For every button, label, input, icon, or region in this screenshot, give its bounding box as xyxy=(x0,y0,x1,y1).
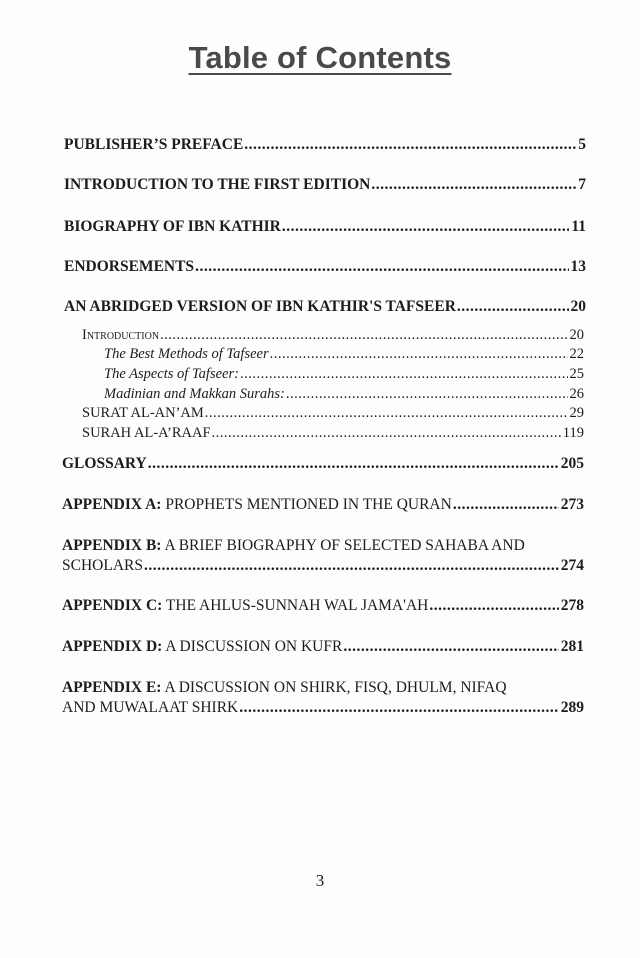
toc-entry-label xyxy=(62,496,452,514)
toc-entry-publishers-preface xyxy=(64,136,586,154)
toc-entry-appendix-d xyxy=(62,638,584,656)
appendix-lead: APPENDIX D: xyxy=(62,638,163,655)
dot-leader xyxy=(453,496,559,514)
toc-entry-label xyxy=(62,699,238,717)
dot-leader xyxy=(148,455,559,473)
dot-leader xyxy=(240,366,568,383)
toc-entry-label: AN ABRIDGED VERSION OF IBN KATHIR'S TAFSEER xyxy=(64,298,456,315)
dot-leader xyxy=(244,136,576,154)
appendix-lead: APPENDIX B: xyxy=(62,537,162,554)
dot-leader xyxy=(205,405,568,422)
toc-entry-appendix-e-first-line xyxy=(62,679,507,697)
toc-entry-label: BIOGRAPHY OF IBN KATHIR xyxy=(64,218,281,235)
toc-entry-introduction-first-edition xyxy=(64,176,586,194)
toc-entry-page: 20 xyxy=(570,298,586,315)
toc-subentry-madinian-makkan xyxy=(104,386,584,403)
dot-leader xyxy=(270,346,568,363)
toc-entry-appendix-b xyxy=(62,557,584,575)
appendix-title-cont: AND MUWALAAT SHIRK xyxy=(62,699,239,716)
dot-leader xyxy=(286,386,568,403)
appendix-title: A DISCUSSION ON SHIRK, FISQ, DHULM, NIFAQ xyxy=(161,679,507,696)
toc-entry-page: 289 xyxy=(560,699,584,716)
toc-subentry-best-methods xyxy=(104,346,584,363)
toc-entry-page: 26 xyxy=(569,386,584,402)
dot-leader xyxy=(195,258,568,276)
dot-leader xyxy=(457,298,569,316)
appendix-lead: APPENDIX E: xyxy=(62,679,162,696)
toc-entry-page: 273 xyxy=(560,496,584,513)
toc-entry-label: The Aspects of Tafseer: xyxy=(104,366,239,382)
toc-entry-page: 22 xyxy=(569,346,584,362)
toc-entry-page: 281 xyxy=(560,638,584,655)
toc-entry-label: Madinian and Makkan Surahs: xyxy=(104,386,285,402)
toc-entry-page: 13 xyxy=(570,258,586,275)
toc-entry-abridged-version xyxy=(64,298,586,316)
appendix-lead: APPENDIX C: xyxy=(62,597,163,614)
dot-leader xyxy=(282,218,569,236)
page-number: 3 xyxy=(315,871,325,890)
appendix-title: A BRIEF BIOGRAPHY OF SELECTED SAHABA AND xyxy=(161,537,525,554)
toc-entry-page: 25 xyxy=(569,366,584,382)
toc-entry-glossary xyxy=(62,455,584,473)
appendix-title: A DISCUSSION ON KUFR xyxy=(162,638,343,655)
toc-entry-label xyxy=(62,597,428,615)
toc-entry-appendix-c xyxy=(62,597,584,615)
appendix-title: THE AHLUS-SUNNAH WAL JAMA'AH xyxy=(162,597,429,614)
dot-leader xyxy=(429,597,558,615)
toc-entry-biography xyxy=(64,218,586,236)
toc-entry-page: 7 xyxy=(578,176,586,193)
dot-leader xyxy=(343,638,558,656)
toc-entry-appendix-a xyxy=(62,496,584,514)
appendix-title-cont: SCHOLARS xyxy=(62,557,143,574)
toc-entry-page: 11 xyxy=(571,218,586,235)
toc-entry-page: 274 xyxy=(560,557,584,574)
appendix-lead: APPENDIX A: xyxy=(62,496,162,513)
toc-entry-page: 278 xyxy=(560,597,584,614)
toc-entry-label: ENDORSEMENTS xyxy=(64,258,195,275)
toc-subentry-surah-al-araaf xyxy=(82,425,584,442)
toc-entry-label xyxy=(62,557,143,575)
toc-entry-label: SURAH AL-A’RAAF xyxy=(82,425,211,441)
toc-entry-page: 119 xyxy=(562,425,584,441)
toc-entry-label: The Best Methods of Tafseer xyxy=(104,346,269,362)
dot-leader xyxy=(160,327,567,344)
toc-subentry-introduction xyxy=(82,327,584,344)
toc-subentry-surat-al-anam xyxy=(82,405,584,422)
toc-entry-page: 29 xyxy=(569,405,584,421)
toc-entry-appendix-e xyxy=(62,699,584,717)
toc-entry-label xyxy=(62,638,342,656)
dot-leader xyxy=(212,425,561,442)
dot-leader xyxy=(239,699,559,717)
toc-entry-label: INTRODUCTION TO THE FIRST EDITION xyxy=(64,176,371,193)
dot-leader xyxy=(144,557,559,575)
toc-entry-label: PUBLISHER’S PREFACE xyxy=(64,136,244,153)
toc-entry-label: SURAT AL-AN’AM xyxy=(82,405,204,421)
toc-entry-label: GLOSSARY xyxy=(62,455,147,472)
toc-entry-page: 205 xyxy=(560,455,584,472)
toc-entry-page: 20 xyxy=(569,327,584,343)
page-title: Table of Contents xyxy=(188,40,452,75)
dot-leader xyxy=(371,176,576,194)
toc-subentry-aspects xyxy=(104,366,584,383)
appendix-title: PROPHETS MENTIONED IN THE QURAN xyxy=(161,496,452,513)
toc-entry-page: 5 xyxy=(578,136,586,153)
toc-entry-appendix-b-first-line xyxy=(62,537,525,555)
toc-entry-label: Introduction xyxy=(82,327,160,343)
toc-entry-endorsements xyxy=(64,258,586,276)
